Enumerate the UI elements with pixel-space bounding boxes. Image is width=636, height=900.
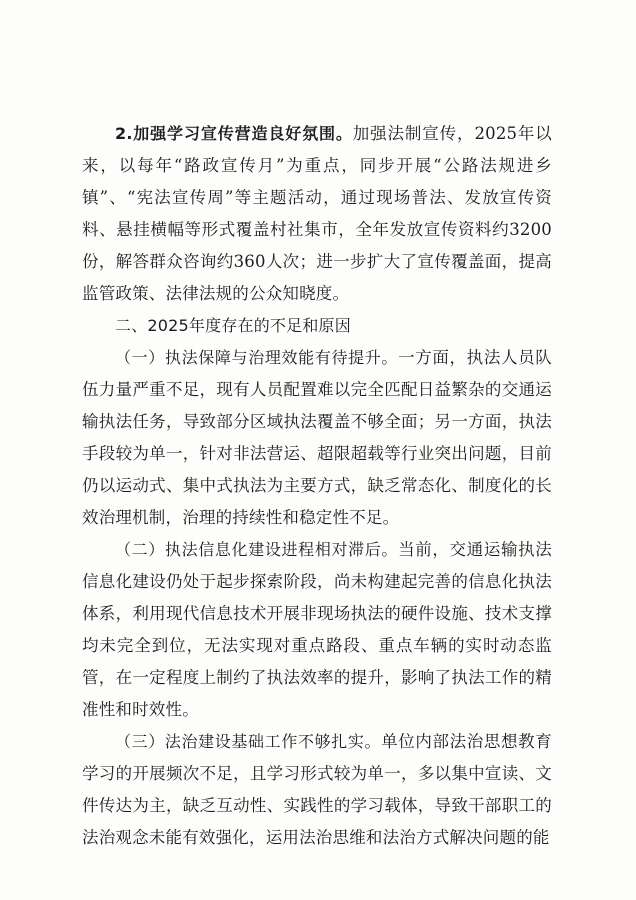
paragraph-publicity xyxy=(82,118,552,310)
paragraph-rule-of-law xyxy=(82,726,552,854)
document-body xyxy=(82,118,552,854)
paragraph-publicity-lead: 2.加强学习宣传营造良好氛围。 xyxy=(115,124,353,143)
paragraph-informatization-lead: （二）执法信息化建设进程相对滞后。 xyxy=(115,540,399,559)
paragraph-informatization-body: 当前，交通运输执法信息化建设仍处于起步探索阶段，尚未构建起完善的信息化执法体系，利用现代信息技术开展非现场执法的硬件设施、技术支撑均未完全到位，无法实现对重点路段、重点车辆的实时动态监管，在一定程度上制约了执法效率的提升，影响了执法工作的精准性和时效性。 xyxy=(82,540,552,719)
paragraph-rule-of-law-body: 单位内部法治思想教育学习的开展频次不足，且学习形式较为单一，多以集中宣读、文件传达为主，缺乏互动性、实践性的学习载体，导致干部职工的法治观念未能有效强化，运用法治思维和法治方式解决问题的能 xyxy=(82,732,553,847)
paragraph-publicity-body: 加强法制宣传，2025年以来，以每年“路政宣传月”为重点，同步开展“公路法规进乡镇”、“宪法宣传周”等主题活动，通过现场普法、发放宣传资料、悬挂横幅等形式覆盖村社集市，全年发放宣传资料约3200份，解答群众咨询约360人次；进一步扩大了宣传覆盖面，提高监管政策、法律法规的公众知晓度。 xyxy=(82,124,552,303)
paragraph-informatization xyxy=(82,534,552,726)
paragraph-enforcement xyxy=(82,342,552,534)
section-heading: 二、2025年度存在的不足和原因 xyxy=(115,316,351,335)
paragraph-enforcement-body: 一方面，执法人员队伍力量严重不足，现有人员配置难以完全匹配日益繁杂的交通运输执法任务，导致部分区域执法覆盖不够全面；另一方面，执法手段较为单一，针对非法营运、超限超载等行业突出问题，目前仍以运动式、集中式执法为主要方式，缺乏常态化、制度化的长效治理机制，治理的持续性和稳定性不足。 xyxy=(82,348,552,527)
paragraph-enforcement-lead: （一）执法保障与治理效能有待提升。 xyxy=(115,348,399,367)
paragraph-rule-of-law-lead: （三）法治建设基础工作不够扎实。 xyxy=(115,732,382,751)
